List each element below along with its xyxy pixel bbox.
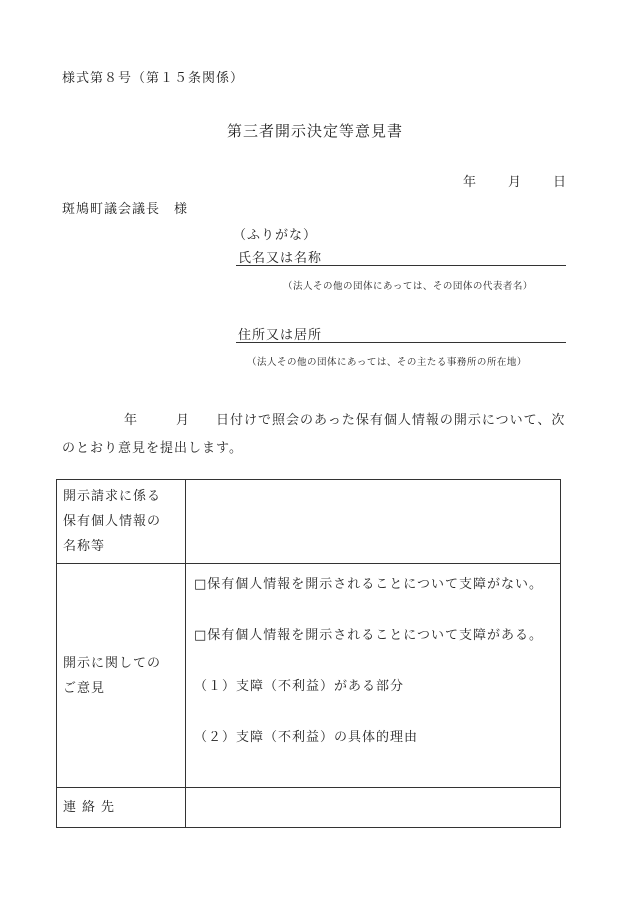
furigana-label: （ふりがな）: [233, 228, 318, 243]
name-field-label: 氏名又は名称: [238, 251, 323, 266]
contact-cell[interactable]: [186, 788, 561, 828]
body-paragraph: [62, 407, 582, 463]
address-field[interactable]: [236, 324, 566, 343]
table-row: [57, 564, 561, 788]
objection-checkbox[interactable]: □保有個人情報を開示されることについて支障がある。: [194, 628, 544, 643]
paragraph-month: 月: [176, 413, 191, 428]
recipient: 斑鳩町議会議長 様: [62, 202, 189, 217]
name-field-note: （法人その他の団体にあっては、その団体の代表者名）: [283, 281, 533, 292]
address-field-note: （法人その他の団体にあっては、その主たる事務所の所在地）: [247, 357, 527, 368]
table-row: [57, 788, 561, 828]
opinion-cell: [186, 564, 561, 788]
date-year-label: 年: [463, 175, 477, 190]
paragraph-line2: のとおり意見を提出します。: [62, 441, 243, 456]
address-field-label: 住所又は居所: [238, 328, 323, 343]
info-name-cell[interactable]: [186, 480, 561, 564]
objection-reason-item: （２）支障（不利益）の具体的理由: [194, 730, 419, 745]
contact-label: 連絡先: [57, 788, 186, 828]
no-objection-checkbox[interactable]: □保有個人情報を開示されることについて支障がない。: [194, 577, 544, 592]
date-day-label: 日: [553, 175, 567, 190]
opinion-label: 開示に関しての ご意見: [57, 564, 186, 788]
date-month-label: 月: [508, 175, 522, 190]
objection-part-item: （１）支障（不利益）がある部分: [194, 679, 405, 694]
name-field[interactable]: [236, 247, 566, 266]
paragraph-year: 年: [124, 413, 139, 428]
paragraph-line1: 日付けで照会のあった保有個人情報の開示について、次: [216, 413, 566, 428]
table-row: [57, 480, 561, 564]
document-title: 第三者開示決定等意見書: [226, 122, 403, 140]
info-name-label: 開示請求に係る 保有個人情報の 名称等: [57, 480, 186, 564]
form-number: 様式第８号（第１５条関係）: [62, 71, 245, 86]
opinion-table: [56, 479, 561, 828]
